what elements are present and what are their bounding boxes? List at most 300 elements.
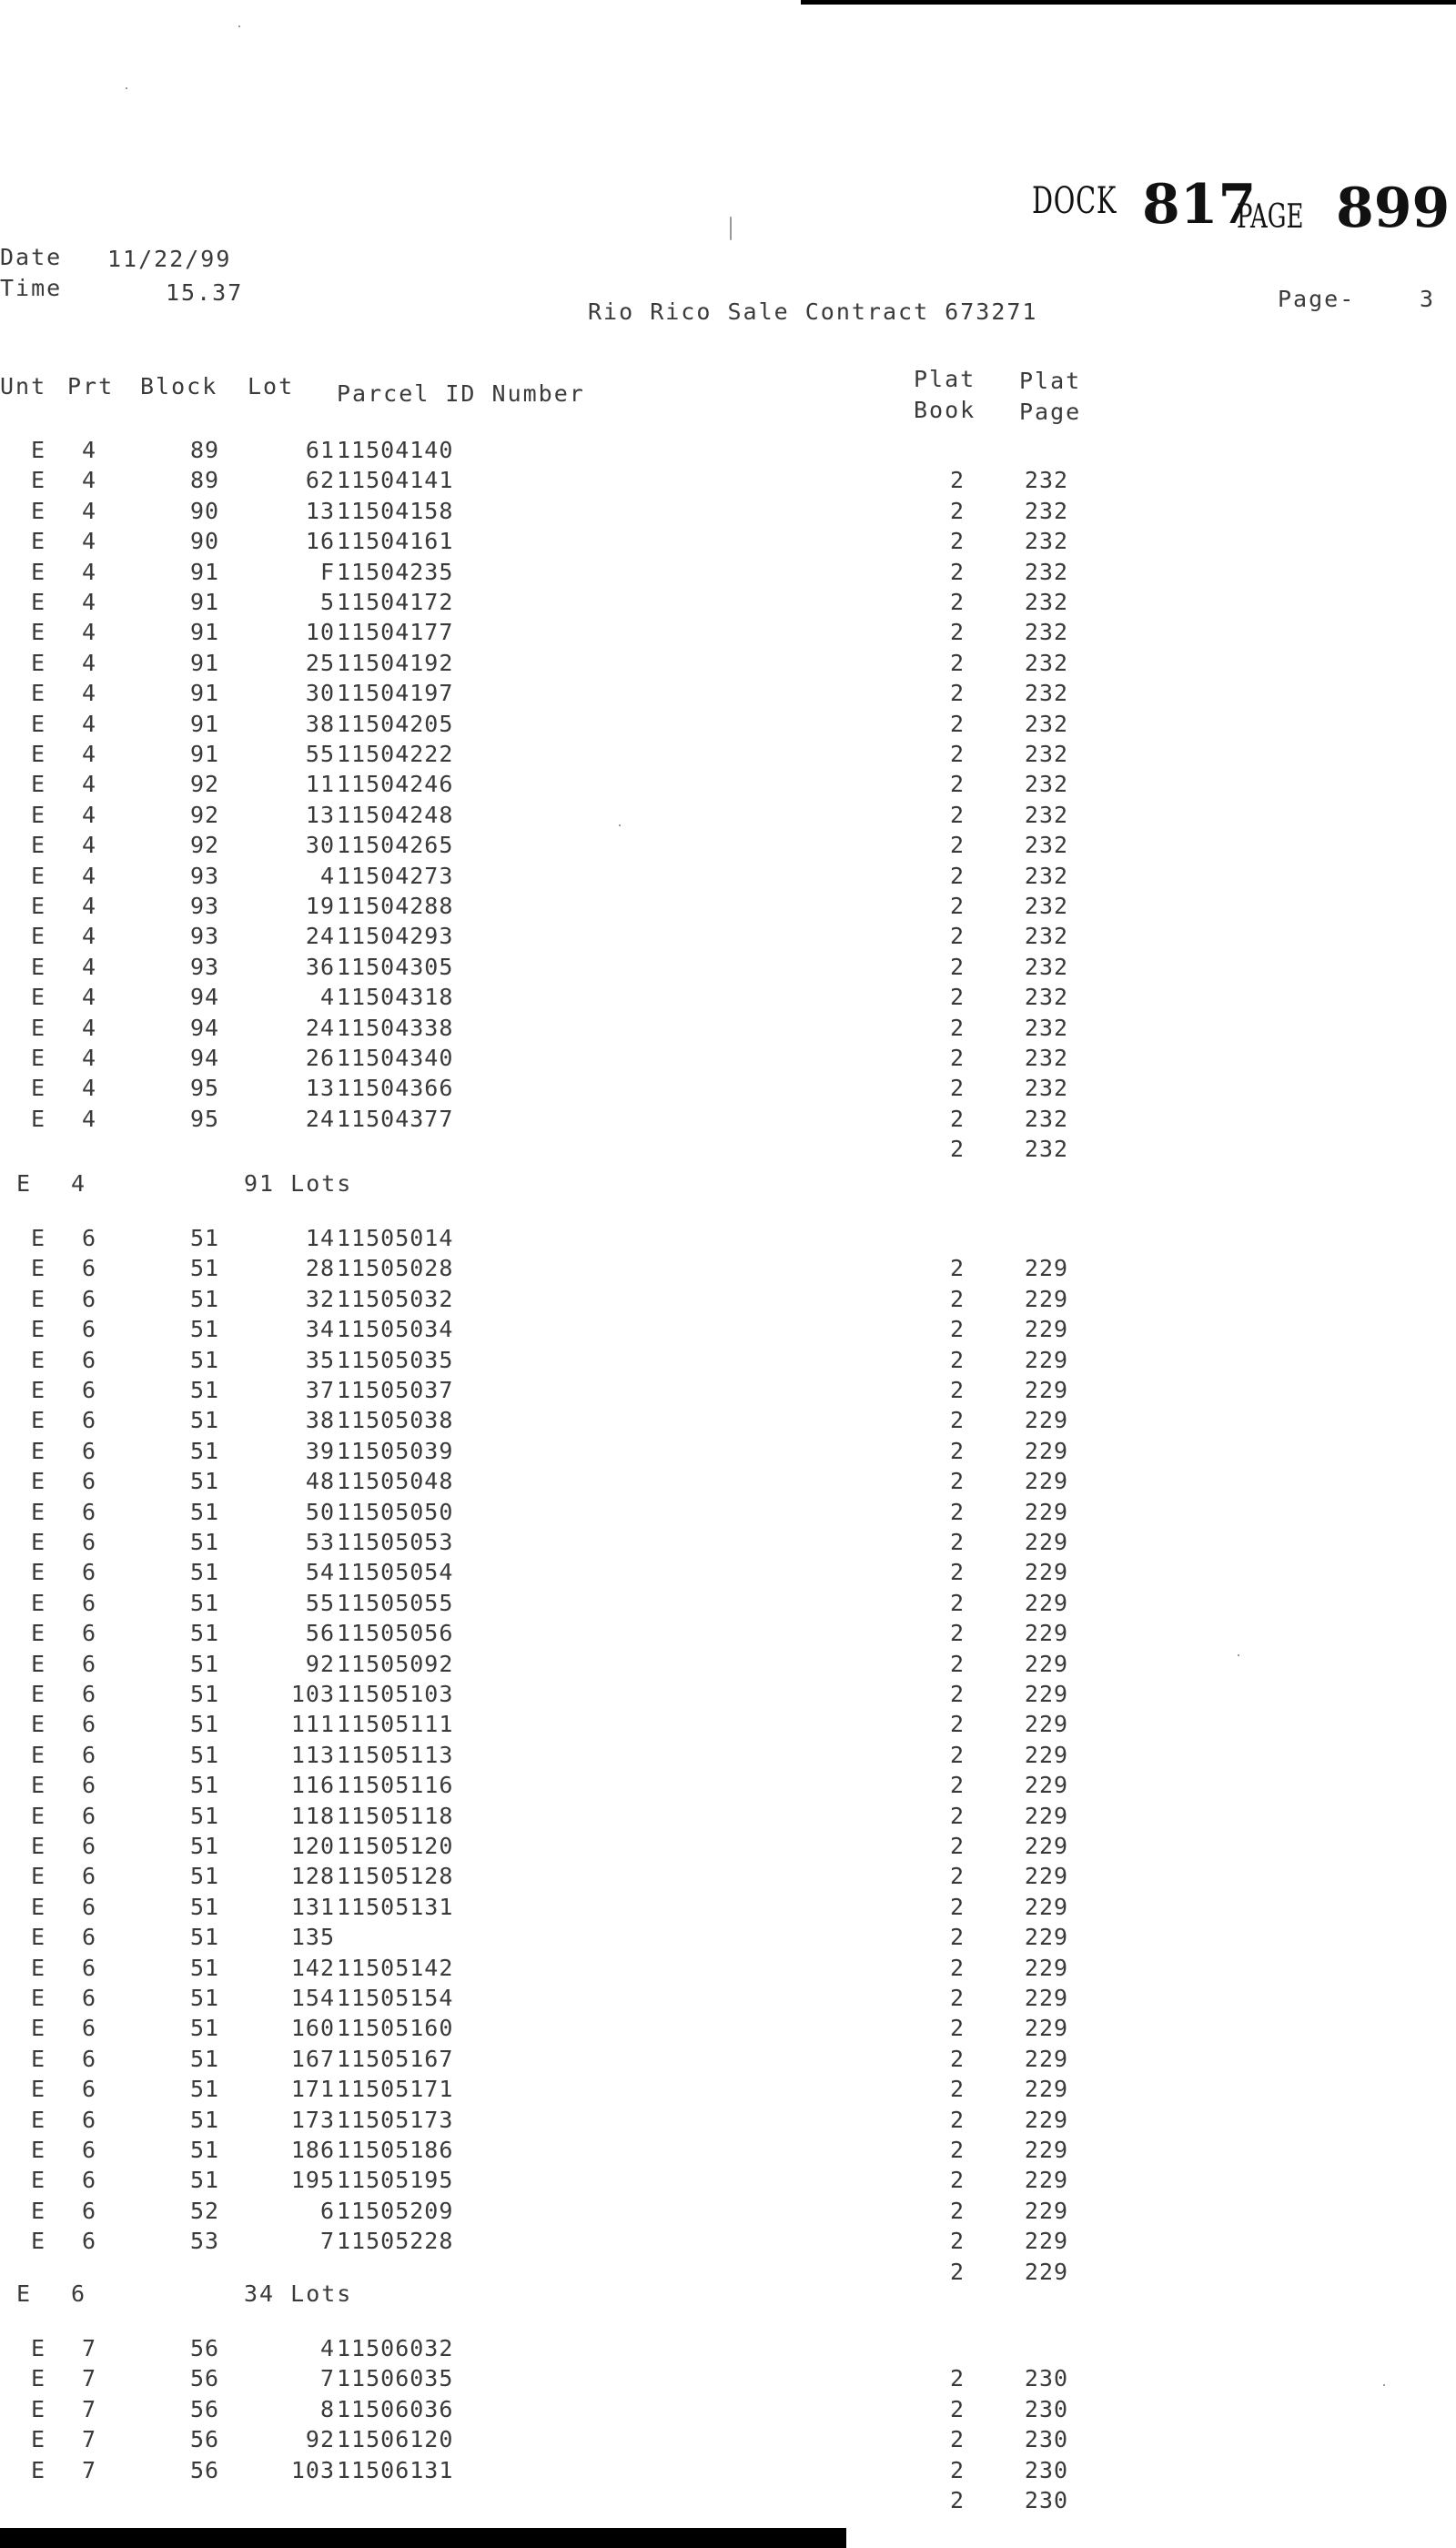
table-row — [0, 2365, 1456, 2395]
plat-page-cell: 229 — [1024, 1437, 1069, 1464]
block-cell: 51 — [189, 1620, 220, 1647]
unit-cell: E — [31, 832, 46, 859]
plat-book-cell: 2 — [949, 2395, 966, 2422]
block-cell: 92 — [189, 801, 220, 828]
unit-cell: E — [31, 893, 46, 919]
parcel-id-cell: 11504273 — [337, 862, 454, 889]
block-cell: 91 — [189, 680, 220, 707]
table-row — [0, 498, 1456, 528]
part-cell: 6 — [82, 2137, 97, 2163]
plat-page-cell: 229 — [1024, 1407, 1069, 1434]
unit-cell: E — [31, 771, 46, 798]
part-cell: 6 — [82, 1802, 97, 1829]
summary-unit: E — [16, 1170, 33, 1197]
plat-book-cell: 2 — [949, 1075, 966, 1102]
part-cell: 6 — [82, 1985, 97, 2011]
plat-page-cell: 229 — [1024, 2228, 1069, 2255]
plat-book-cell: 2 — [949, 1893, 966, 1920]
block-cell: 51 — [189, 1650, 220, 1677]
block-cell: 51 — [189, 1833, 220, 1859]
plat-book-cell: 2 — [949, 1045, 966, 1071]
table-row — [0, 984, 1456, 1014]
part-cell: 4 — [82, 923, 97, 950]
block-cell: 51 — [189, 1407, 220, 1434]
plat-book-cell: 2 — [949, 1589, 966, 1616]
parcel-id-cell: 11504205 — [337, 710, 454, 737]
part-cell: 6 — [82, 1650, 97, 1677]
part-cell: 4 — [82, 437, 97, 463]
plat-page-cell: 229 — [1024, 1741, 1069, 1768]
plat-book-cell: 2 — [949, 2106, 966, 2133]
plat-page-cell: 229 — [1024, 2197, 1069, 2224]
table-row — [0, 2046, 1456, 2076]
part-cell: 6 — [82, 2015, 97, 2042]
plat-page-cell: 230 — [1024, 2487, 1069, 2513]
parcel-id-cell: 11506036 — [337, 2395, 454, 2422]
parcel-id-cell: 11505209 — [337, 2197, 454, 2224]
unit-cell: E — [31, 619, 46, 646]
plat-page-cell: 232 — [1024, 497, 1069, 524]
unit-cell: E — [31, 2076, 46, 2103]
unit-cell: E — [31, 1833, 46, 1859]
parcel-id-cell: 11505038 — [337, 1407, 454, 1434]
plat-book-cell: 2 — [949, 1316, 966, 1343]
parcel-id-cell: 11505028 — [337, 1255, 454, 1282]
part-cell: 4 — [82, 893, 97, 919]
part-cell: 4 — [82, 528, 97, 555]
table-row — [0, 467, 1456, 497]
table-row — [0, 2076, 1456, 2106]
lot-cell: F — [319, 558, 335, 585]
parcel-id-cell: 11506032 — [337, 2335, 454, 2361]
part-cell: 4 — [82, 589, 97, 615]
unit-cell: E — [31, 1741, 46, 1768]
unit-cell: E — [31, 1529, 46, 1555]
unit-cell: E — [31, 862, 46, 889]
col-plat-page-1: Plat — [1019, 368, 1082, 394]
plat-book-cell: 2 — [949, 467, 966, 494]
block-cell: 51 — [189, 1893, 220, 1920]
part-cell: 6 — [82, 1285, 97, 1312]
lot-cell: 48 — [305, 1468, 335, 1495]
plat-book-cell: 2 — [949, 528, 966, 555]
plat-page-cell: 232 — [1024, 984, 1069, 1011]
lot-cell: 173 — [290, 2106, 335, 2133]
plat-book-cell: 2 — [949, 1255, 966, 1282]
block-cell: 51 — [189, 2167, 220, 2194]
summary-part: 6 — [71, 2280, 87, 2307]
lot-cell: 160 — [290, 2015, 335, 2042]
plat-page-cell: 229 — [1024, 1529, 1069, 1555]
block-cell: 51 — [189, 1711, 220, 1738]
plat-book-cell: 2 — [949, 2426, 966, 2453]
plat-page-cell: 232 — [1024, 832, 1069, 859]
parcel-id-cell: 11506035 — [337, 2365, 454, 2392]
unit-cell: E — [31, 1711, 46, 1738]
parcel-id-cell: 11504158 — [337, 497, 454, 524]
block-cell: 91 — [189, 710, 220, 737]
block-cell: 91 — [189, 558, 220, 585]
plat-page-cell: 229 — [1024, 1346, 1069, 1373]
lot-cell: 116 — [290, 1772, 335, 1799]
lot-cell: 92 — [305, 2426, 335, 2453]
lot-cell: 26 — [305, 1045, 335, 1071]
table-row — [0, 2487, 1456, 2517]
table-row — [0, 1985, 1456, 2015]
block-cell: 92 — [189, 771, 220, 798]
lot-cell: 135 — [290, 1924, 335, 1951]
parcel-id-cell: 11505103 — [337, 1681, 454, 1707]
plat-page-cell: 229 — [1024, 1498, 1069, 1525]
parcel-id-cell: 11505014 — [337, 1225, 454, 1251]
parcel-id-cell: 11504177 — [337, 619, 454, 646]
plat-page-cell: 229 — [1024, 1772, 1069, 1799]
plat-book-cell: 2 — [949, 1681, 966, 1707]
lot-cell: 37 — [305, 1377, 335, 1403]
block-cell: 94 — [189, 984, 220, 1011]
lot-cell: 120 — [290, 1833, 335, 1859]
part-cell: 6 — [82, 1316, 97, 1343]
part-cell: 4 — [82, 680, 97, 707]
table-row — [0, 1529, 1456, 1559]
part-cell: 4 — [82, 467, 97, 494]
lot-cell: 92 — [305, 1650, 335, 1677]
parcel-id-cell: 11505048 — [337, 1468, 454, 1495]
table-row — [0, 1407, 1456, 1437]
table-row — [0, 1499, 1456, 1529]
plat-book-cell: 2 — [949, 1407, 966, 1434]
plat-page-cell: 232 — [1024, 649, 1069, 676]
unit-cell: E — [31, 1954, 46, 1981]
summary-unit: E — [16, 2280, 33, 2307]
lot-cell: 118 — [290, 1802, 335, 1829]
plat-book-cell: 2 — [949, 862, 966, 889]
time-label: Time — [0, 275, 63, 301]
plat-book-cell: 2 — [949, 801, 966, 828]
block-cell: 94 — [189, 1014, 220, 1041]
docket-label: DOCK — [1032, 180, 1117, 222]
parcel-id-cell: 11504288 — [337, 893, 454, 919]
plat-page-cell: 229 — [1024, 2106, 1069, 2133]
parcel-id-cell: 11504318 — [337, 984, 454, 1011]
part-cell: 4 — [82, 862, 97, 889]
part-cell: 6 — [82, 2197, 97, 2224]
parcel-id-cell: 11505173 — [337, 2106, 454, 2133]
unit-cell: E — [31, 467, 46, 494]
block-cell: 51 — [189, 1924, 220, 1951]
plat-book-cell: 2 — [949, 1802, 966, 1829]
table-row — [0, 2228, 1456, 2258]
col-plat-book-2: Book — [914, 397, 976, 423]
unit-cell: E — [31, 1650, 46, 1677]
part-cell: 6 — [82, 2106, 97, 2133]
plat-book-cell: 2 — [949, 649, 966, 676]
block-cell: 51 — [189, 1468, 220, 1495]
unit-cell: E — [31, 497, 46, 524]
lot-cell: 142 — [290, 1954, 335, 1981]
table-row — [0, 1075, 1456, 1105]
plat-page-cell: 232 — [1024, 801, 1069, 828]
block-cell: 51 — [189, 1377, 220, 1403]
block-cell: 51 — [189, 1863, 220, 1890]
table-row — [0, 1559, 1456, 1589]
col-plat-book-1: Plat — [914, 366, 976, 392]
part-cell: 4 — [82, 832, 97, 859]
part-cell: 6 — [82, 2076, 97, 2103]
lot-cell: 30 — [305, 680, 335, 707]
lot-cell: 30 — [305, 832, 335, 859]
lot-cell: 13 — [305, 1075, 335, 1102]
table-row — [0, 741, 1456, 771]
plat-book-cell: 2 — [949, 2456, 966, 2483]
lot-cell: 154 — [290, 1985, 335, 2011]
parcel-id-cell: 11504161 — [337, 528, 454, 555]
unit-cell: E — [31, 1681, 46, 1707]
unit-cell: E — [31, 1985, 46, 2011]
parcel-id-cell: 11505092 — [337, 1650, 454, 1677]
table-row — [0, 1106, 1456, 1136]
table-row — [0, 1468, 1456, 1498]
plat-page-cell: 229 — [1024, 1559, 1069, 1586]
lot-cell: 61 — [305, 437, 335, 463]
parcel-id-cell: 11505056 — [337, 1620, 454, 1647]
part-cell: 6 — [82, 1893, 97, 1920]
unit-cell: E — [31, 801, 46, 828]
unit-cell: E — [31, 1045, 46, 1071]
unit-cell: E — [31, 984, 46, 1011]
part-cell: 4 — [82, 1105, 97, 1132]
unit-cell: E — [31, 1377, 46, 1403]
plat-page-cell: 232 — [1024, 1045, 1069, 1071]
scan-speck — [619, 824, 621, 826]
plat-page-cell: 232 — [1024, 467, 1069, 494]
plat-page-cell: 229 — [1024, 1681, 1069, 1707]
lot-cell: 54 — [305, 1559, 335, 1586]
docket-number: 817 — [1142, 173, 1257, 237]
table-row — [0, 2107, 1456, 2137]
parcel-id-cell: 11505111 — [337, 1711, 454, 1738]
plat-book-cell: 2 — [949, 1559, 966, 1586]
table-row — [0, 893, 1456, 923]
unit-cell: E — [31, 1316, 46, 1343]
plat-page-cell: 232 — [1024, 741, 1069, 767]
parcel-id-cell: 11505160 — [337, 2015, 454, 2042]
unit-cell: E — [31, 1468, 46, 1495]
unit-cell: E — [31, 1437, 46, 1464]
table-row — [0, 1772, 1456, 1802]
plat-page-cell: 229 — [1024, 1924, 1069, 1951]
summary-lot-count: 91 Lots — [244, 1170, 353, 1197]
unit-cell: E — [31, 1498, 46, 1525]
part-cell: 4 — [82, 1014, 97, 1041]
plat-book-cell: 2 — [949, 1285, 966, 1312]
unit-cell: E — [31, 2015, 46, 2042]
block-cell: 51 — [189, 1772, 220, 1799]
plat-book-cell: 2 — [949, 1468, 966, 1495]
scan-speck — [730, 217, 732, 240]
plat-book-cell: 2 — [949, 710, 966, 737]
plat-page-cell: 232 — [1024, 1105, 1069, 1132]
plat-page-cell: 229 — [1024, 2167, 1069, 2194]
parcel-id-cell: 11504246 — [337, 771, 454, 798]
block-cell: 90 — [189, 528, 220, 555]
lot-cell: 6 — [319, 2197, 335, 2224]
table-row — [0, 1863, 1456, 1893]
block-cell: 91 — [189, 649, 220, 676]
lot-cell: 7 — [319, 2228, 335, 2255]
unit-cell: E — [31, 1225, 46, 1251]
unit-cell: E — [31, 2335, 46, 2361]
lot-cell: 131 — [290, 1893, 335, 1920]
plat-page-cell: 230 — [1024, 2395, 1069, 2422]
scan-speck — [238, 25, 240, 27]
table-row — [0, 1590, 1456, 1620]
plat-book-cell: 2 — [949, 984, 966, 1011]
unit-cell: E — [31, 1255, 46, 1282]
lot-cell: 56 — [305, 1620, 335, 1647]
plat-book-cell: 2 — [949, 741, 966, 767]
parcel-id-cell: 11506120 — [337, 2426, 454, 2453]
part-cell: 6 — [82, 1377, 97, 1403]
plat-page-cell: 232 — [1024, 528, 1069, 555]
table-row — [0, 1316, 1456, 1346]
block-cell: 95 — [189, 1105, 220, 1132]
parcel-id-cell: 11505154 — [337, 1985, 454, 2011]
time-value: 15.37 — [166, 279, 244, 306]
table-row — [0, 2137, 1456, 2167]
plat-page-cell: 229 — [1024, 2015, 1069, 2042]
plat-page-cell: 229 — [1024, 2045, 1069, 2072]
lot-cell: 39 — [305, 1437, 335, 1464]
table-row — [0, 1255, 1456, 1285]
lot-cell: 4 — [319, 862, 335, 889]
table-row — [0, 1711, 1456, 1741]
unit-cell: E — [31, 1620, 46, 1647]
part-cell: 7 — [82, 2365, 97, 2392]
part-cell: 7 — [82, 2426, 97, 2453]
parcel-id-cell: 11506131 — [337, 2456, 454, 2483]
lot-cell: 14 — [305, 1225, 335, 1251]
table-row — [0, 863, 1456, 893]
unit-cell: E — [31, 1285, 46, 1312]
table-row — [0, 680, 1456, 710]
block-cell: 51 — [189, 1225, 220, 1251]
part-cell: 6 — [82, 1225, 97, 1251]
block-cell: 93 — [189, 923, 220, 950]
plat-book-cell: 2 — [949, 1346, 966, 1373]
part-cell: 4 — [82, 619, 97, 646]
plat-book-cell: 2 — [949, 953, 966, 980]
plat-page-cell: 232 — [1024, 680, 1069, 707]
part-cell: 7 — [82, 2335, 97, 2361]
col-plat-page-2: Page — [1019, 399, 1082, 425]
lot-cell: 5 — [319, 589, 335, 615]
parcel-id-cell: 11505050 — [337, 1498, 454, 1525]
part-cell: 4 — [82, 984, 97, 1011]
table-row — [0, 1955, 1456, 1985]
unit-cell: E — [31, 1893, 46, 1920]
lot-cell: 113 — [290, 1741, 335, 1768]
plat-book-cell: 2 — [949, 1377, 966, 1403]
part-cell: 4 — [82, 1045, 97, 1071]
plat-page-cell: 229 — [1024, 1893, 1069, 1920]
table-row — [0, 1894, 1456, 1924]
lot-cell: 24 — [305, 1105, 335, 1132]
parcel-id-cell: 11505113 — [337, 1741, 454, 1768]
plat-page-cell: 229 — [1024, 2076, 1069, 2103]
unit-cell: E — [31, 680, 46, 707]
plat-book-cell: 2 — [949, 1711, 966, 1738]
block-cell: 51 — [189, 2137, 220, 2163]
plat-book-cell: 2 — [949, 680, 966, 707]
col-prt: Prt — [67, 373, 115, 399]
page-stamp-label: PAGE — [1237, 198, 1304, 236]
plat-book-cell: 2 — [949, 2197, 966, 2224]
plat-book-cell: 2 — [949, 1833, 966, 1859]
part-cell: 6 — [82, 1620, 97, 1647]
part-cell: 4 — [82, 801, 97, 828]
block-cell: 92 — [189, 832, 220, 859]
table-row — [0, 437, 1456, 467]
table-row — [0, 1620, 1456, 1650]
table-row — [0, 559, 1456, 589]
part-cell: 7 — [82, 2395, 97, 2422]
block-cell: 91 — [189, 619, 220, 646]
unit-cell: E — [31, 2137, 46, 2163]
lot-cell: 25 — [305, 649, 335, 676]
part-cell: 6 — [82, 1498, 97, 1525]
part-cell: 4 — [82, 953, 97, 980]
parcel-id-cell: 11504377 — [337, 1105, 454, 1132]
table-row — [0, 1136, 1456, 1166]
plat-page-cell: 232 — [1024, 589, 1069, 615]
table-row — [0, 1924, 1456, 1954]
block-cell: 51 — [189, 1285, 220, 1312]
block-cell: 51 — [189, 1681, 220, 1707]
parcel-id-cell: 11505195 — [337, 2167, 454, 2194]
parcel-id-cell: 11504222 — [337, 741, 454, 767]
plat-page-cell: 232 — [1024, 619, 1069, 646]
parcel-id-cell: 11504235 — [337, 558, 454, 585]
block-cell: 93 — [189, 953, 220, 980]
parcel-id-cell: 11505037 — [337, 1377, 454, 1403]
unit-cell: E — [31, 589, 46, 615]
lot-cell: 38 — [305, 1407, 335, 1434]
table-row — [0, 2396, 1456, 2426]
table-row — [0, 2335, 1456, 2365]
plat-page-cell: 232 — [1024, 893, 1069, 919]
plat-book-cell: 2 — [949, 1105, 966, 1132]
plat-book-cell: 2 — [949, 2015, 966, 2042]
table-row — [0, 528, 1456, 558]
plat-page-cell: 229 — [1024, 1285, 1069, 1312]
parcel-id-cell: 11505116 — [337, 1772, 454, 1799]
unit-cell: E — [31, 1863, 46, 1890]
lot-cell: 167 — [290, 2045, 335, 2072]
parcel-id-cell: 11504366 — [337, 1075, 454, 1102]
table-row — [0, 954, 1456, 984]
plat-book-cell: 2 — [949, 497, 966, 524]
table-row — [0, 1438, 1456, 1468]
parcel-id-cell: 11505171 — [337, 2076, 454, 2103]
lot-cell: 16 — [305, 528, 335, 555]
table-row — [0, 802, 1456, 832]
lot-cell: 103 — [290, 2456, 335, 2483]
plat-page-cell: 229 — [1024, 1863, 1069, 1890]
part-cell: 6 — [82, 1833, 97, 1859]
table-row — [0, 2167, 1456, 2197]
block-cell: 56 — [189, 2426, 220, 2453]
